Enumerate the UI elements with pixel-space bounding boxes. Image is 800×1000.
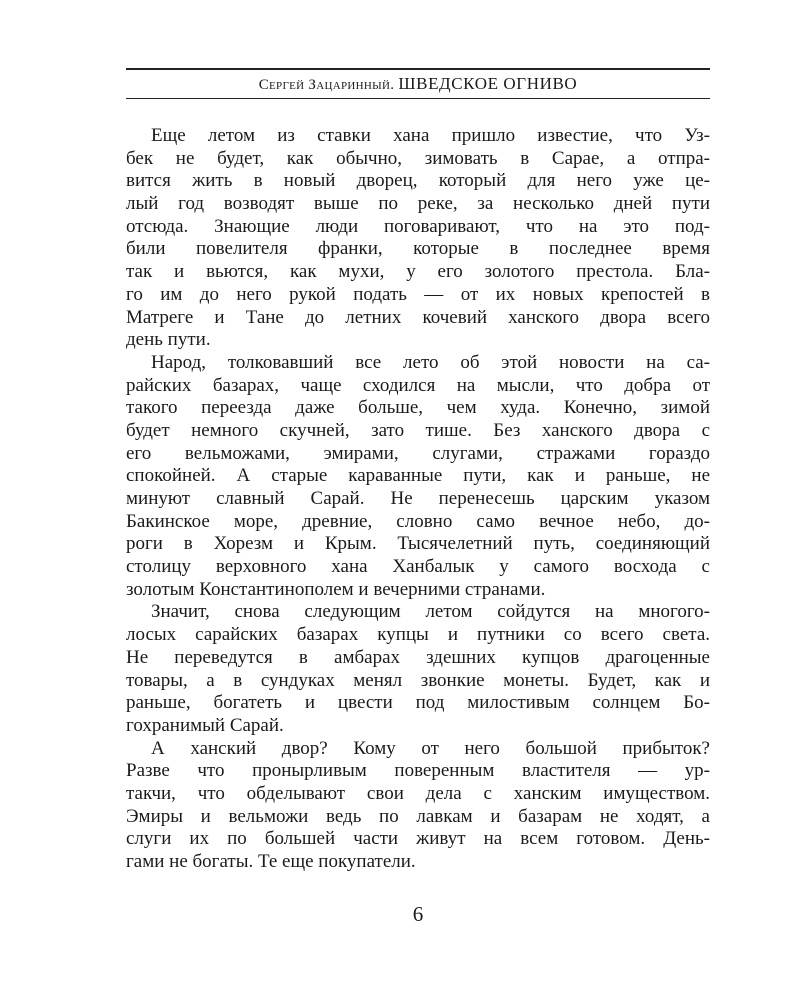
text-line: товары, а в сундуках менял звонкие монеты. Будет, как и [126, 669, 710, 691]
text-line: Значит, снова следующим летом сойдутся на многого- [151, 601, 710, 623]
text-line: лый год возводят выше по реке, за несколько дней пути [126, 193, 710, 215]
text-line: Разве что пронырливым поверенным властителя — ур- [126, 760, 710, 782]
header-author: Сергей Зацаринный. [258, 77, 395, 93]
text-line: вится жить в новый дворец, который для него уже це- [126, 170, 710, 192]
text-line: роги в Хорезм и Крым. Тысячелетний путь, соединяющий [126, 533, 710, 555]
paragraph [126, 738, 710, 874]
text-line: такчи, что обделывают свои дела с ханским имуществом. [126, 782, 710, 804]
text-line: столицу верховного хана Ханбалык у самого восхода с [126, 556, 710, 578]
text-line: такого переезда даже больше, чем худа. Конечно, зимой [126, 397, 710, 419]
text-line: его вельможами, эмирами, слугами, стражами гораздо [126, 442, 710, 464]
paragraph [126, 125, 710, 352]
page-number: 6 [412, 902, 424, 926]
paragraph [126, 352, 710, 602]
text-line: го им до него рукой подать — от их новых крепостей в [126, 283, 710, 305]
text-line: лосых сарайских базарах купцы и путники со всего света. [126, 624, 710, 646]
text-line: Эмиры и вельможи ведь по лавкам и базарам не ходят, а [126, 805, 710, 827]
text-line: день пути. [126, 329, 211, 351]
text-line: золотым Константинополем и вечерними странами. [126, 578, 546, 600]
body-text [126, 125, 710, 874]
running-header [126, 73, 710, 96]
text-line: Народ, толковавший все лето об этой новости на са- [151, 351, 710, 373]
header-rule-bottom [126, 98, 710, 99]
text-line: Не переведутся в амбарах здешних купцов драгоценные [126, 646, 710, 668]
text-line: будет немного скучней, зато тише. Без ханского двора с [126, 419, 710, 441]
text-line: били повелителя франки, которые в последнее время [126, 238, 710, 260]
text-line: гохранимый Сарай. [126, 714, 284, 736]
text-line: так и вьются, как мухи, у его золотого престола. Бла- [126, 261, 710, 283]
text-line: райских базарах, чаще сходился на мысли, что добра от [126, 374, 710, 396]
text-line: отсюда. Знающие люди поговаривают, что на это под- [126, 215, 710, 237]
text-line: Еще летом из ставки хана пришло известие, что Уз- [151, 125, 710, 146]
header-rule-top [126, 68, 710, 70]
text-line: Бакинское море, древние, словно само вечное небо, до- [126, 510, 710, 532]
text-line: минуют славный Сарай. Не перенесешь царским указом [126, 488, 710, 509]
text-line: бек не будет, как обычно, зимовать в Сарае, а отпра- [126, 147, 710, 169]
header-title: ШВЕДСКОЕ ОГНИВО [398, 74, 578, 93]
text-line: Матреге и Тане до летних кочевий ханского двора всего [126, 306, 710, 328]
text-line: спокойней. А старые караванные пути, как и раньше, не [126, 465, 710, 487]
text-line: гами не богаты. Те еще покупатели. [126, 851, 416, 872]
text-line: А ханский двор? Кому от него большой прибыток? [151, 737, 710, 759]
paragraph [126, 601, 710, 737]
text-line: слуги их по большей части живут на всем готовом. День- [126, 828, 710, 850]
text-line: раньше, богатеть и цвести под милостивым солнцем Бо- [126, 692, 710, 714]
